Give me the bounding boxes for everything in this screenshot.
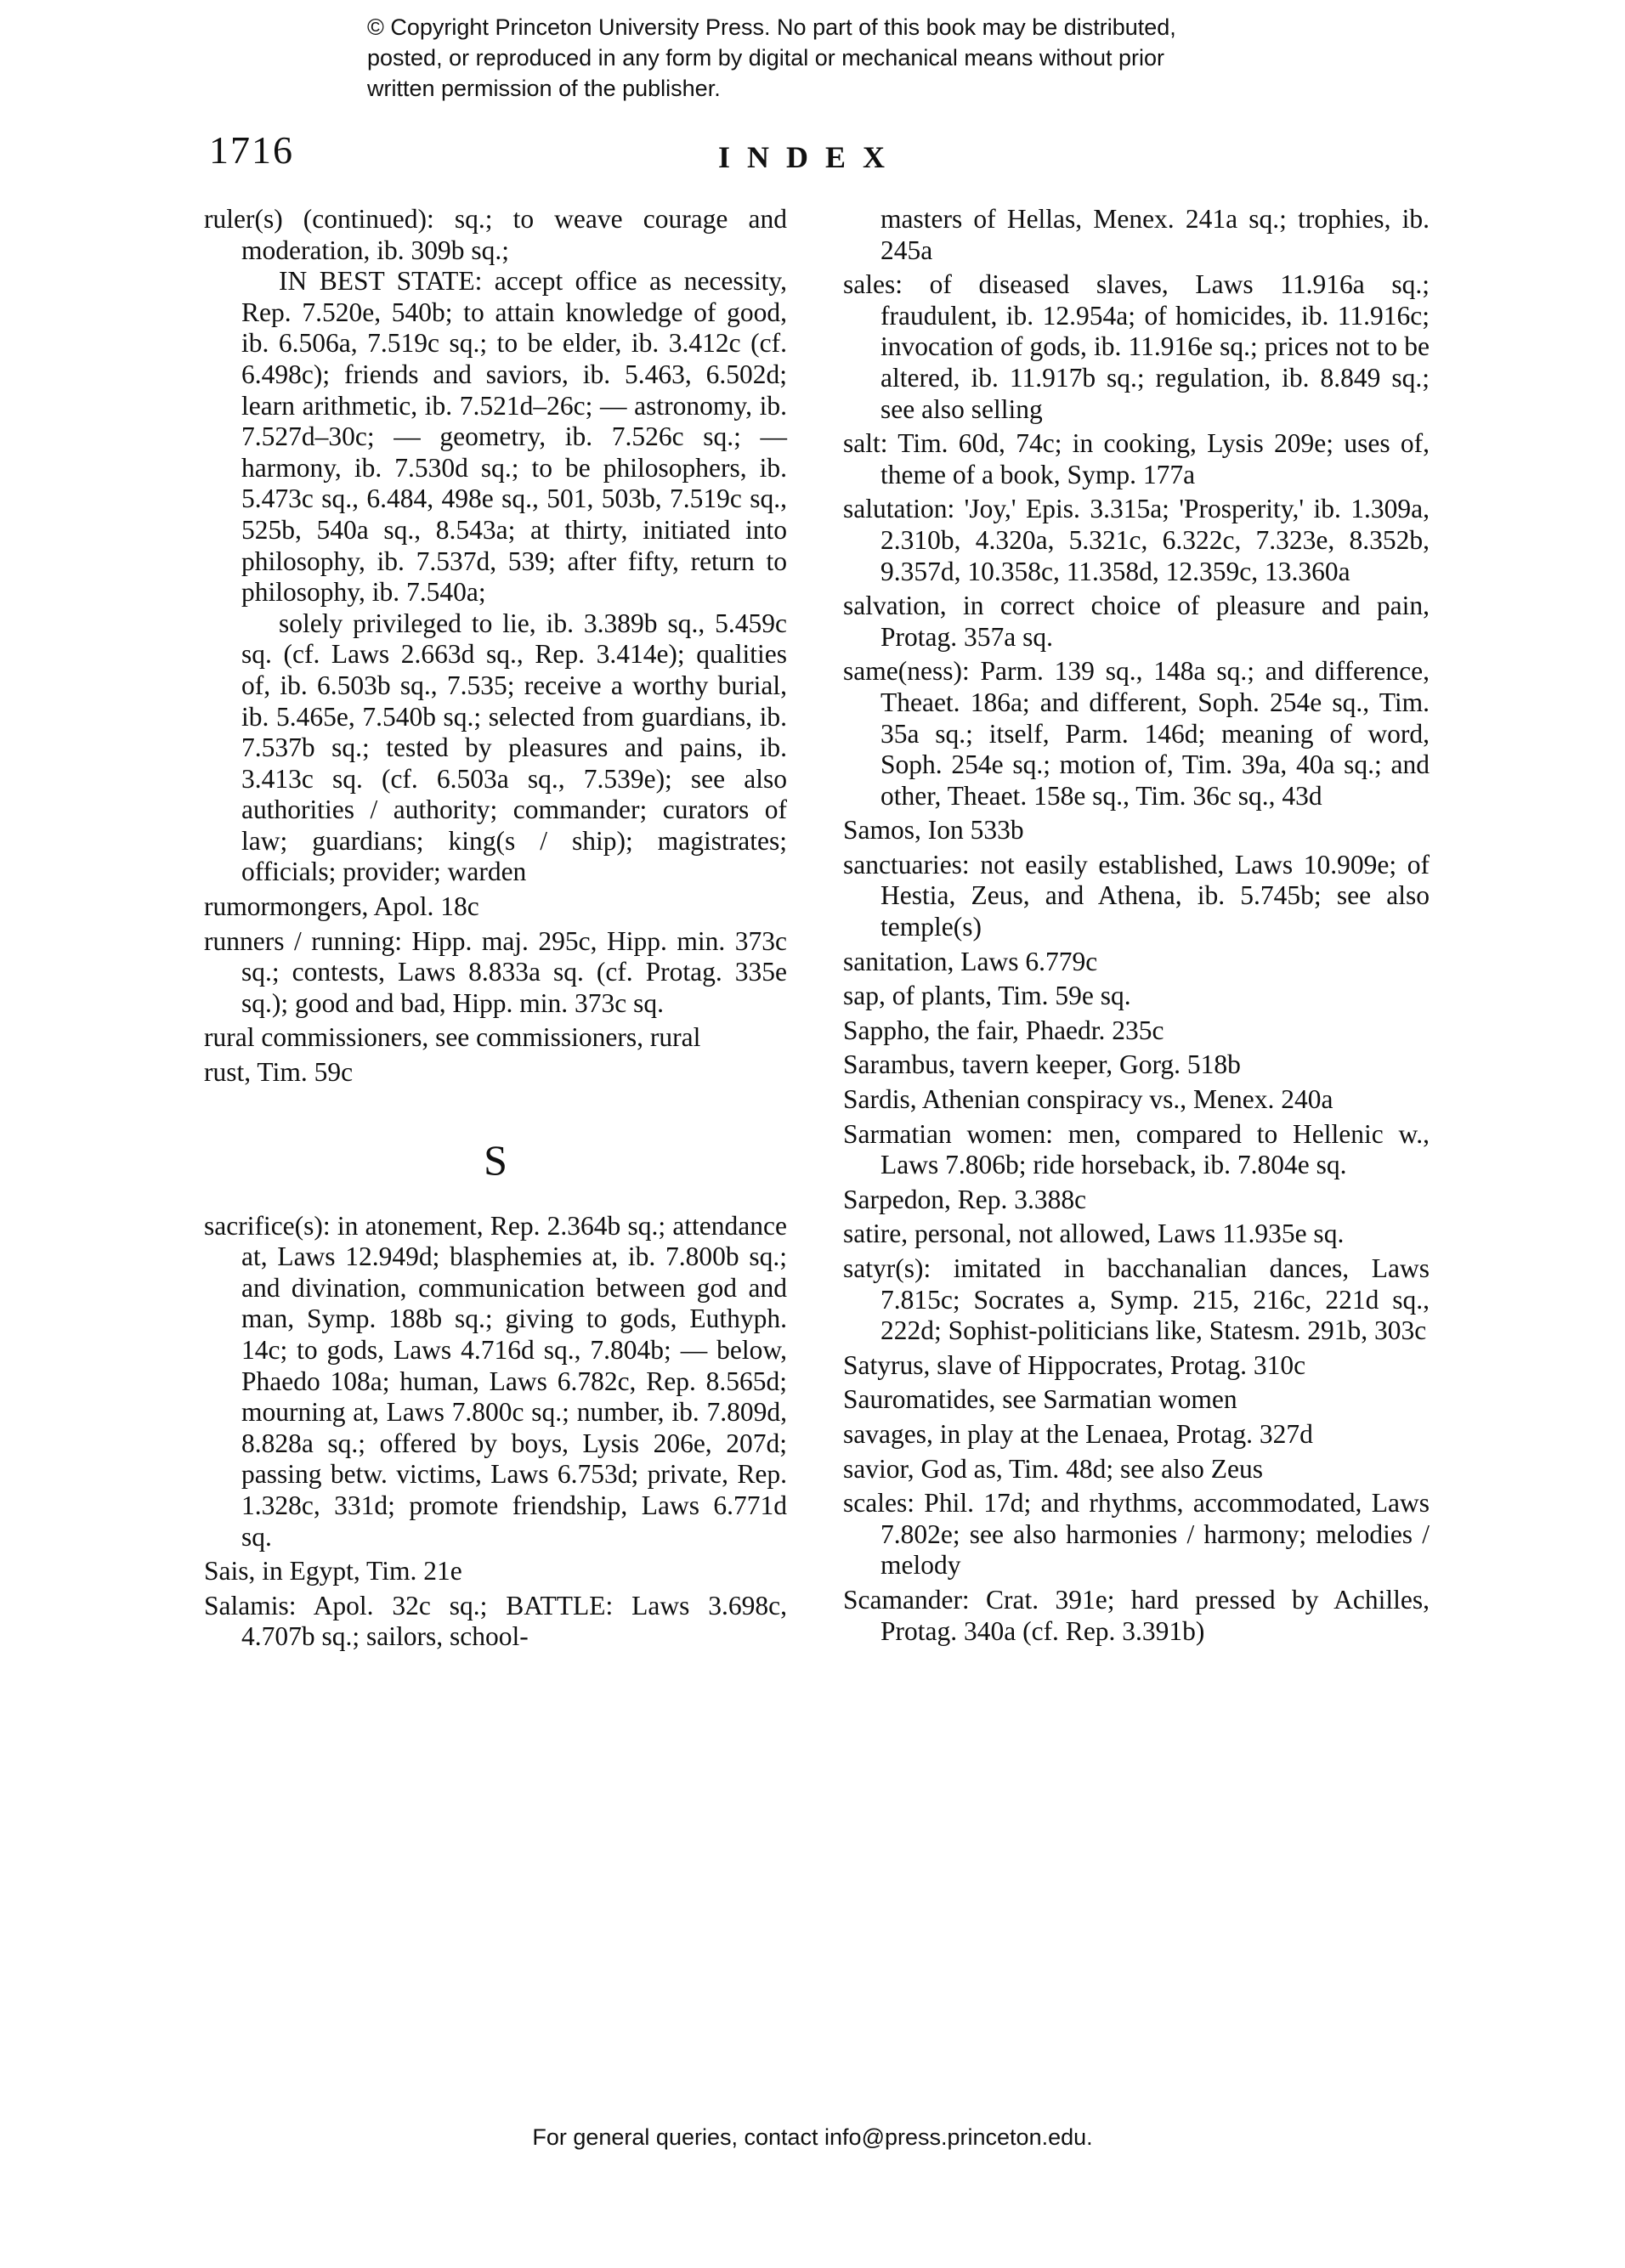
index-entry: salt: Tim. 60d, 74c; in cooking, Lysis 209e; uses of, theme of a book, Symp. 177a bbox=[843, 428, 1430, 489]
index-entry: Sauromatides, see Sarmatian women bbox=[843, 1384, 1237, 1415]
index-entry: sanitation, Laws 6.779c bbox=[843, 946, 1098, 976]
index-entry: savior, God as, Tim. 48d; see also Zeus bbox=[843, 1453, 1263, 1484]
index-entry: Sarambus, tavern keeper, Gorg. 518b bbox=[843, 1049, 1241, 1080]
index-entry: Scamander: Crat. 391e; hard pressed by Achilles, Protag. 340a (cf. Rep. 3.391b) bbox=[843, 1584, 1430, 1646]
running-head: INDEX bbox=[718, 140, 903, 174]
index-entry: runners / running: Hipp. maj. 295c, Hipp. min. 373c sq.; contests, Laws 8.833a sq. (cf. Protag. 335e sq.); good and bad, Hipp. min. 373c sq. bbox=[204, 925, 787, 1018]
index-entry: salvation, in correct choice of pleasure and pain, Protag. 357a sq. bbox=[843, 591, 1430, 652]
index-entry: Sardis, Athenian conspiracy vs., Menex. 240a bbox=[843, 1084, 1333, 1115]
footer-contact: For general queries, contact info@press.princeton.edu. bbox=[532, 2124, 1093, 2150]
index-entry: sales: of diseased slaves, Laws 11.916a sq.; fraudulent, ib. 12.954a; of homicides, ib. 11.916c; invocation of gods, ib. 11.916e sq.; prices not to be altered, ib. 11.917b sq.; regulation, ib. 8.849 sq.; see also selling bbox=[843, 269, 1430, 424]
index-entry: Sarmatian women: men, compared to Hellenic w., Laws 7.806b; ride horseback, ib. 7.804e sq. bbox=[843, 1118, 1430, 1180]
index-entry: Sarpedon, Rep. 3.388c bbox=[843, 1184, 1087, 1214]
right-column bbox=[843, 204, 1430, 1647]
index-entry: Sappho, the fair, Phaedr. 235c bbox=[843, 1015, 1164, 1045]
index-subentry-solely: solely privileged to lie, ib. 3.389b sq., 5.459c sq. (cf. Laws 2.663d sq., Rep. 3.414e); qualities of, ib. 6.503b sq., 7.535; receive a worthy burial, ib. 5.465e, 7.540b sq.; selected from guardians, ib. 7.537b sq.; tested by pleasures and pains, ib. 3.413c sq. (cf. 6.503a sq., 7.539e); see also authorities / authority; commander; curators of law; guardians; king(s / ship); magistrates; officials; provider; warden bbox=[241, 608, 787, 887]
copyright-notice: © Copyright Princeton University Press. No part of this book may be distributed, posted, or reproduced in any form by digital or mechanical means without prior written permission of the publisher. bbox=[367, 14, 1176, 101]
section-letter: S bbox=[484, 1135, 507, 1184]
index-entry: sap, of plants, Tim. 59e sq. bbox=[843, 981, 1131, 1011]
index-entry: Salamis: Apol. 32c sq.; BATTLE: Laws 3.698c, 4.707b sq.; sailors, school- bbox=[204, 1590, 787, 1652]
index-entry: Sais, in Egypt, Tim. 21e bbox=[204, 1556, 462, 1586]
index-entry: same(ness): Parm. 139 sq., 148a sq.; and difference, Theaet. 186a; and different, Soph. 254e sq., Tim. 35a sq.; itself, Parm. 146d; meaning of word, Soph. 254e sq.; motion of, Tim. 39a, 40a sq.; and other, Theaet. 158e sq., Tim. 36c sq., 43d bbox=[843, 656, 1430, 811]
index-entry: rust, Tim. 59c bbox=[204, 1057, 354, 1088]
index-entry: satire, personal, not allowed, Laws 11.935e sq. bbox=[843, 1219, 1345, 1249]
index-entry: salutation: 'Joy,' Epis. 3.315a; 'Prosperity,' ib. 1.309a, 2.310b, 4.320a, 5.321c, 6.322c, 7.323e, 8.352b, 9.357d, 10.358c, 11.358d, 12.359c, 13.360a bbox=[843, 494, 1430, 586]
index-entry: rural commissioners, see commissioners, rural bbox=[204, 1022, 701, 1053]
page-number: 1716 bbox=[209, 128, 294, 172]
index-entry: Samos, Ion 533b bbox=[843, 815, 1024, 846]
index-entry: sacrifice(s): in atonement, Rep. 2.364b sq.; attendance at, Laws 12.949d; blasphemies at, ib. 7.800b sq.; and divination, communication between god and man, Symp. 188b sq.; giving to gods, Euthyph. 14c; to gods, Laws 4.716d sq., 7.804b; — below, Phaedo 108a; human, Laws 6.782c, Rep. 8.565d; mourning at, Laws 7.800c sq.; number, ib. 7.809d, 8.828a sq.; offered by boys, Lysis 206e, 207d; passing betw. victims, Laws 6.753d; private, Rep. 1.328c, 331d; promote friendship, Laws 6.771d sq. bbox=[204, 1210, 787, 1552]
index-entry-continuation: masters of Hellas, Menex. 241a sq.; trophies, ib. 245a bbox=[880, 204, 1430, 265]
index-entry-ruler: ruler(s) (continued): sq.; to weave courage and moderation, ib. 309b sq.; bbox=[204, 204, 787, 265]
index-entry: satyr(s): imitated in bacchanalian dances, Laws 7.815c; Socrates a, Symp. 215, 216c, 221d sq., 222d; Sophist-politicians like, Statesm. 291b, 303c bbox=[843, 1253, 1430, 1346]
index-entry: scales: Phil. 17d; and rhythms, accommodated, Laws 7.802e; see also harmonies / harmony; melodies / melody bbox=[843, 1488, 1430, 1581]
index-entry: rumormongers, Apol. 18c bbox=[204, 891, 479, 922]
index-entry: sanctuaries: not easily established, Laws 10.909e; of Hestia, Zeus, and Athena, ib. 5.745b; see also temple(s) bbox=[843, 849, 1430, 942]
index-entry: savages, in play at the Lenaea, Protag. 327d bbox=[843, 1418, 1313, 1449]
left-column bbox=[204, 204, 787, 1653]
index-subentry-best-state: IN BEST STATE: accept office as necessity, Rep. 7.520e, 540b; to attain knowledge of good, ib. 6.506a, 7.519c sq.; to be elder, ib. 3.412c (cf. 6.498c); friends and saviors, ib. 5.463, 6.502d; learn arithmetic, ib. 7.521d–26c; — astronomy, ib. 7.527d–30c; — geometry, ib. 7.526c sq.; — harmony, ib. 7.530d sq.; to be philosophers, ib. 5.473c sq., 6.484, 498e sq., 501, 503b, 7.519c sq., 525b, 540a sq., 8.543a; at thirty, initiated into philosophy, ib. 7.537d, 539; after fifty, return to philosophy, ib. 7.540a; bbox=[241, 266, 787, 608]
index-entry: Satyrus, slave of Hippocrates, Protag. 310c bbox=[843, 1349, 1306, 1380]
